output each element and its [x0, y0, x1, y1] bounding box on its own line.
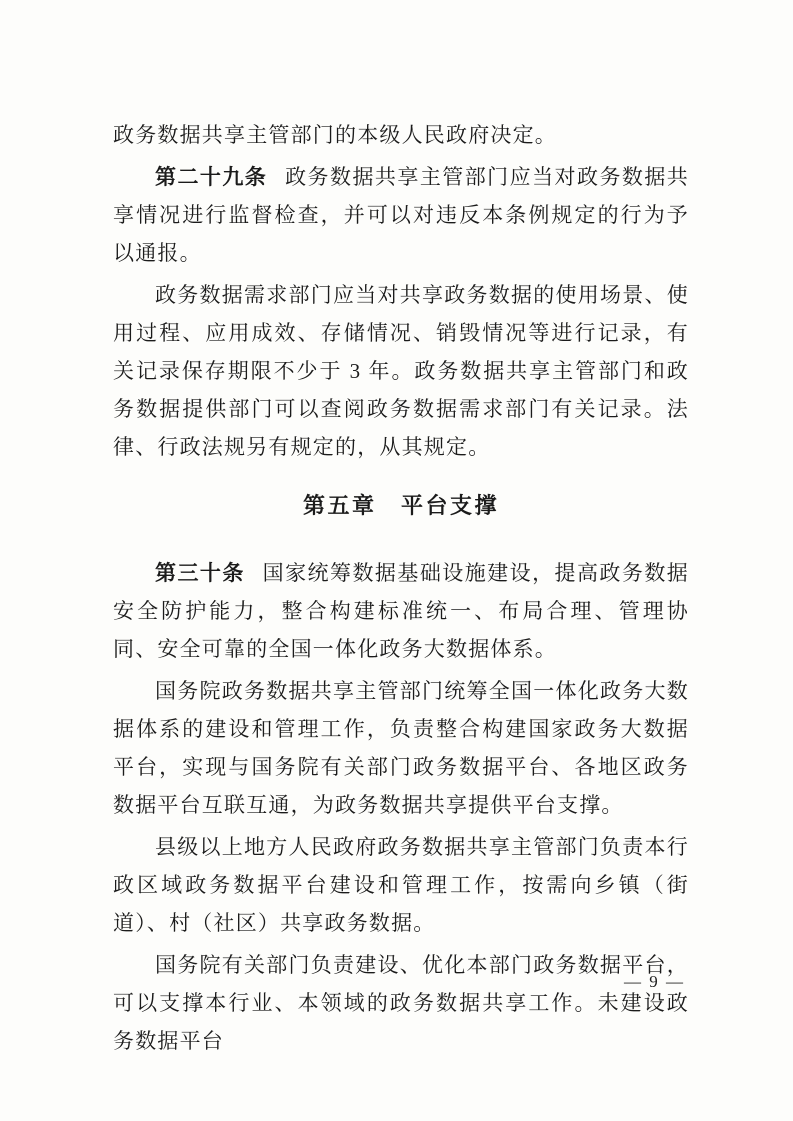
- paragraph: [113, 672, 689, 824]
- paragraph-text: 国务院有关部门负责建设、优化本部门政务数据平台，可以支撑本行业、本领域的政务数据共享工作。未建设政务数据平台: [113, 953, 689, 1053]
- document-content: [113, 116, 689, 1064]
- paragraph-text: 县级以上地方人民政府政务数据共享主管部门负责本行政区域政务数据平台建设和管理工作，按需向乡镇（街道）、村（社区）共享政务数据。: [113, 835, 689, 935]
- paragraph-text: 政务数据需求部门应当对共享政务数据的使用场景、使用过程、应用成效、存储情况、销毁情况等进行记录，有关记录保存期限不少于 3 年。政务数据共享主管部门和政务数据提供部门可以查阅政务数据需求部门有关记录。法律、行政法规另有规定的，从其规定。: [113, 283, 689, 459]
- article-number: 第二十九条: [155, 165, 268, 189]
- paragraph: [113, 946, 689, 1060]
- paragraph: [113, 276, 689, 466]
- article-number: 第三十条: [155, 561, 245, 585]
- paragraph-text: 国家统筹数据基础设施建设，提高政务数据安全防护能力，整合构建标准统一、布局合理、管理协同、安全可靠的全国一体化政务大数据体系。: [113, 561, 689, 661]
- paragraph: [113, 158, 689, 272]
- page-number: — 9 —: [624, 972, 685, 991]
- paragraph-text: 政务数据共享主管部门应当对政务数据共享情况进行监督检查，并可以对违反本条例规定的行为予以通报。: [113, 165, 689, 265]
- paragraph-text: 国务院政务数据共享主管部门统筹全国一体化政务大数据体系的建设和管理工作，负责整合构建国家政务大数据平台，实现与国务院有关部门政务数据平台、各地区政务数据平台互联互通，为政务数据共享提供平台支撑。: [113, 679, 689, 817]
- paragraph-text: 政务数据共享主管部门的本级人民政府决定。: [113, 123, 557, 147]
- chapter-heading: 第五章 平台支撑: [302, 493, 499, 518]
- paragraph: [113, 116, 689, 154]
- paragraph: [113, 828, 689, 942]
- paragraph: [113, 554, 689, 668]
